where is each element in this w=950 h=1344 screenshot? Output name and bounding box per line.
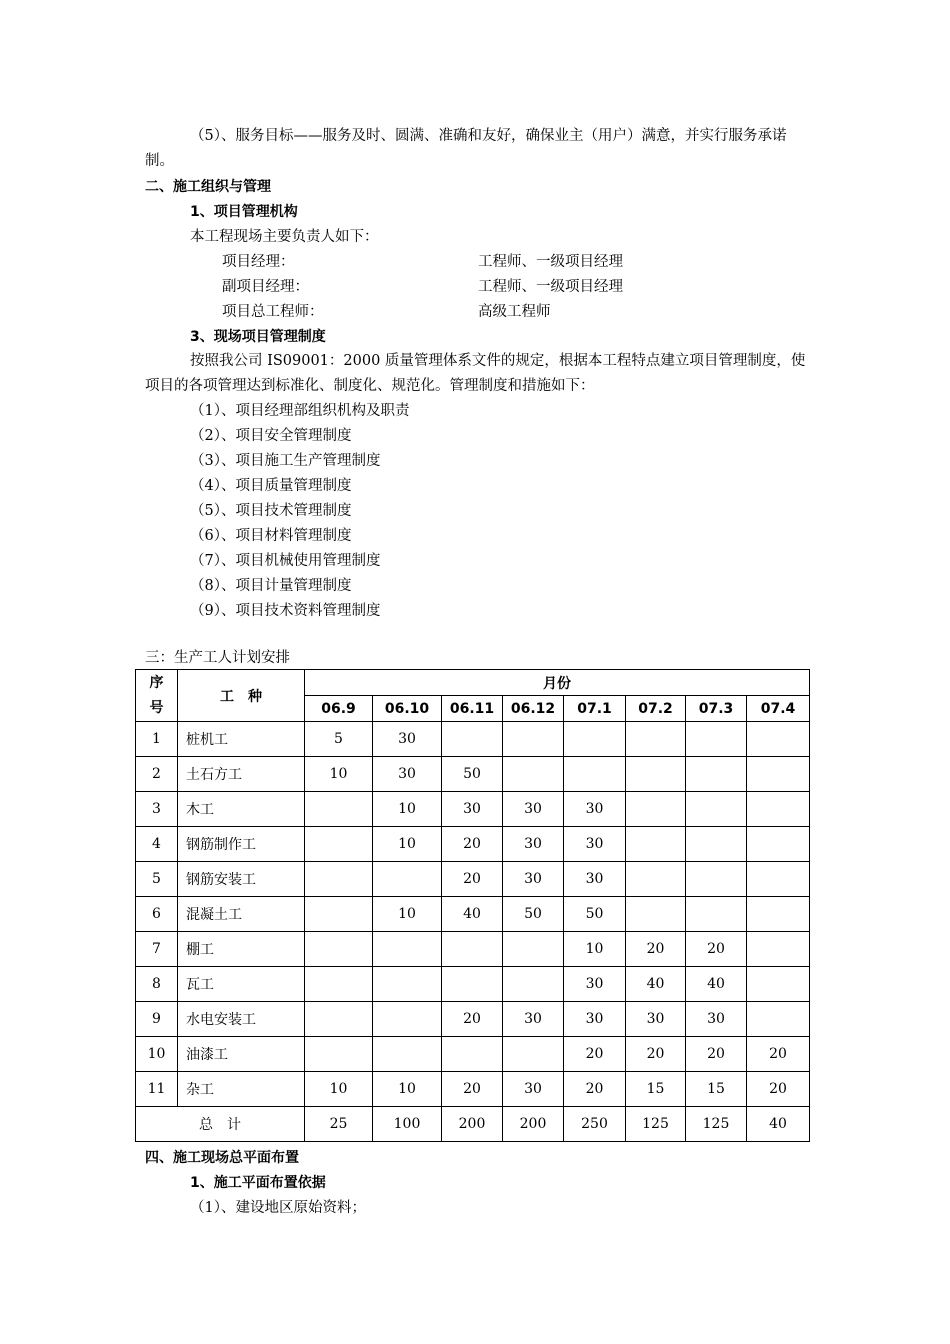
value-cell <box>305 792 373 827</box>
table-row <box>136 1072 810 1107</box>
trade-cell: 杂工 <box>178 1072 305 1107</box>
value-cell <box>305 897 373 932</box>
quality-intro-paragraph: 按照我公司 IS09001：2000 质量管理体系文件的规定，根据本工程特点建立项目管理制度，使项目的各项管理达到标准化、制度化、规范化。管理制度和措施如下： <box>145 353 806 394</box>
value-cell: 20 <box>686 1037 747 1072</box>
list-item: （3）、项目施工生产管理制度 <box>190 453 381 469</box>
value-cell <box>564 722 626 757</box>
value-cell <box>626 897 686 932</box>
month-cell: 07.1 <box>564 696 626 722</box>
value-cell: 30 <box>503 862 564 897</box>
value-cell: 20 <box>626 1037 686 1072</box>
value-cell: 30 <box>503 827 564 862</box>
total-cell: 250 <box>564 1107 626 1142</box>
list-item: （8）、项目计量管理制度 <box>190 578 352 594</box>
table-row <box>136 932 810 967</box>
value-cell: 10 <box>305 1072 373 1107</box>
value-cell <box>747 757 810 792</box>
value-cell: 30 <box>442 792 503 827</box>
value-cell: 5 <box>305 722 373 757</box>
labor-plan-table <box>135 669 810 1142</box>
value-cell <box>373 1037 442 1072</box>
personnel-title: 工程师、一级项目经理 <box>478 254 623 270</box>
value-cell <box>747 967 810 1002</box>
value-cell <box>305 862 373 897</box>
value-cell: 50 <box>442 757 503 792</box>
value-cell <box>626 862 686 897</box>
value-cell: 30 <box>564 792 626 827</box>
seq-cell: 8 <box>136 967 178 1002</box>
list-item: （4）、项目质量管理制度 <box>190 478 352 494</box>
value-cell <box>747 722 810 757</box>
value-cell <box>305 967 373 1002</box>
value-cell <box>503 967 564 1002</box>
value-cell: 10 <box>373 1072 442 1107</box>
value-cell <box>686 722 747 757</box>
value-cell <box>305 932 373 967</box>
value-cell: 50 <box>503 897 564 932</box>
value-cell <box>686 757 747 792</box>
value-cell <box>626 757 686 792</box>
subheading-site-management: 3、现场项目管理制度 <box>190 329 326 345</box>
value-cell: 30 <box>564 967 626 1002</box>
value-cell: 15 <box>626 1072 686 1107</box>
trade-cell: 瓦工 <box>178 967 305 1002</box>
month-cell: 06.10 <box>373 696 442 722</box>
value-cell: 30 <box>626 1002 686 1037</box>
value-cell: 30 <box>503 792 564 827</box>
value-cell <box>747 897 810 932</box>
personnel-role: 副项目经理： <box>222 279 309 295</box>
table-row <box>136 1002 810 1037</box>
value-cell <box>747 792 810 827</box>
list-item: （1）、项目经理部组织机构及职责 <box>190 403 410 419</box>
seq-header: 序号 <box>136 670 178 722</box>
personnel-title: 高级工程师 <box>478 304 551 320</box>
seq-cell: 1 <box>136 722 178 757</box>
value-cell: 20 <box>442 827 503 862</box>
value-cell <box>626 722 686 757</box>
value-cell <box>305 1002 373 1037</box>
value-cell <box>686 862 747 897</box>
value-cell: 30 <box>373 757 442 792</box>
month-header: 月份 <box>305 670 810 696</box>
value-cell <box>442 932 503 967</box>
value-cell <box>373 932 442 967</box>
seq-cell: 5 <box>136 862 178 897</box>
section-2-heading: 二、施工组织与管理 <box>145 179 271 195</box>
value-cell: 10 <box>564 932 626 967</box>
personnel-role: 项目总工程师： <box>222 304 324 320</box>
trade-cell: 油漆工 <box>178 1037 305 1072</box>
value-cell <box>305 1037 373 1072</box>
list-item: （6）、项目材料管理制度 <box>190 528 352 544</box>
value-cell: 20 <box>686 932 747 967</box>
value-cell <box>503 932 564 967</box>
value-cell: 40 <box>686 967 747 1002</box>
value-cell <box>373 1002 442 1037</box>
total-cell: 200 <box>442 1107 503 1142</box>
subheading-management-org: 1、项目管理机构 <box>190 204 298 220</box>
value-cell: 20 <box>564 1037 626 1072</box>
value-cell <box>686 792 747 827</box>
value-cell: 40 <box>626 967 686 1002</box>
seq-cell: 4 <box>136 827 178 862</box>
value-cell: 30 <box>564 1002 626 1037</box>
table-row <box>136 792 810 827</box>
value-cell: 20 <box>442 1002 503 1037</box>
trade-header: 工 种 <box>178 670 305 722</box>
total-cell: 125 <box>626 1107 686 1142</box>
table-row <box>136 757 810 792</box>
seq-cell: 11 <box>136 1072 178 1107</box>
value-cell <box>503 757 564 792</box>
month-cell: 06.12 <box>503 696 564 722</box>
month-cell: 07.4 <box>747 696 810 722</box>
seq-cell: 2 <box>136 757 178 792</box>
trade-cell: 桩机工 <box>178 722 305 757</box>
value-cell: 30 <box>373 722 442 757</box>
table-row <box>136 897 810 932</box>
value-cell: 10 <box>373 897 442 932</box>
total-cell: 200 <box>503 1107 564 1142</box>
total-cell: 125 <box>686 1107 747 1142</box>
value-cell <box>503 722 564 757</box>
list-item: （7）、项目机械使用管理制度 <box>190 553 381 569</box>
value-cell <box>686 827 747 862</box>
value-cell <box>503 1037 564 1072</box>
value-cell <box>626 827 686 862</box>
value-cell: 20 <box>442 862 503 897</box>
trade-cell: 土石方工 <box>178 757 305 792</box>
value-cell: 40 <box>442 897 503 932</box>
value-cell <box>626 792 686 827</box>
section-3-heading: 三：生产工人计划安排 <box>145 650 290 666</box>
value-cell <box>442 722 503 757</box>
value-cell <box>747 1002 810 1037</box>
value-cell <box>686 897 747 932</box>
value-cell: 30 <box>564 827 626 862</box>
seq-cell: 10 <box>136 1037 178 1072</box>
total-cell: 40 <box>747 1107 810 1142</box>
value-cell: 10 <box>305 757 373 792</box>
value-cell: 20 <box>564 1072 626 1107</box>
trade-cell: 钢筋制作工 <box>178 827 305 862</box>
section-4-heading: 四、施工现场总平面布置 <box>145 1150 299 1166</box>
month-cell: 06.11 <box>442 696 503 722</box>
value-cell <box>747 827 810 862</box>
seq-cell: 9 <box>136 1002 178 1037</box>
total-label: 总 计 <box>136 1107 305 1142</box>
list-item: （5）、项目技术管理制度 <box>190 503 352 519</box>
personnel-intro: 本工程现场主要负责人如下： <box>190 229 379 245</box>
total-row <box>136 1107 810 1142</box>
value-cell <box>747 862 810 897</box>
table-row <box>136 1037 810 1072</box>
personnel-title: 工程师、一级项目经理 <box>478 279 623 295</box>
total-cell: 100 <box>373 1107 442 1142</box>
value-cell <box>442 1037 503 1072</box>
trade-cell: 木工 <box>178 792 305 827</box>
list-item: （9）、项目技术资料管理制度 <box>190 603 381 619</box>
value-cell <box>747 932 810 967</box>
basis-item: （1）、建设地区原始资料； <box>190 1200 366 1216</box>
value-cell <box>305 827 373 862</box>
value-cell: 30 <box>503 1002 564 1037</box>
personnel-role: 项目经理： <box>222 254 295 270</box>
month-cell: 07.3 <box>686 696 747 722</box>
value-cell <box>564 757 626 792</box>
list-item: （2）、项目安全管理制度 <box>190 428 352 444</box>
trade-cell: 水电安装工 <box>178 1002 305 1037</box>
value-cell: 30 <box>503 1072 564 1107</box>
table-header-row <box>136 670 810 696</box>
table-row <box>136 862 810 897</box>
seq-cell: 3 <box>136 792 178 827</box>
value-cell: 50 <box>564 897 626 932</box>
total-cell: 25 <box>305 1107 373 1142</box>
trade-cell: 混凝土工 <box>178 897 305 932</box>
value-cell: 20 <box>442 1072 503 1107</box>
value-cell: 30 <box>686 1002 747 1037</box>
month-cell: 07.2 <box>626 696 686 722</box>
value-cell: 20 <box>747 1037 810 1072</box>
value-cell: 10 <box>373 792 442 827</box>
value-cell <box>373 967 442 1002</box>
table-row <box>136 722 810 757</box>
value-cell: 30 <box>564 862 626 897</box>
trade-cell: 钢筋安装工 <box>178 862 305 897</box>
value-cell: 20 <box>747 1072 810 1107</box>
value-cell: 20 <box>626 932 686 967</box>
value-cell <box>442 967 503 1002</box>
value-cell: 10 <box>373 827 442 862</box>
seq-cell: 7 <box>136 932 178 967</box>
trade-cell: 棚工 <box>178 932 305 967</box>
service-goal-paragraph: （5）、服务目标——服务及时、圆满、准确和友好，确保业主（用户）满意，并实行服务承诺制。 <box>145 128 787 169</box>
seq-cell: 6 <box>136 897 178 932</box>
value-cell <box>373 862 442 897</box>
table-row <box>136 827 810 862</box>
subheading-layout-basis: 1、施工平面布置依据 <box>190 1175 326 1191</box>
value-cell: 15 <box>686 1072 747 1107</box>
month-cell: 06.9 <box>305 696 373 722</box>
table-row <box>136 967 810 1002</box>
